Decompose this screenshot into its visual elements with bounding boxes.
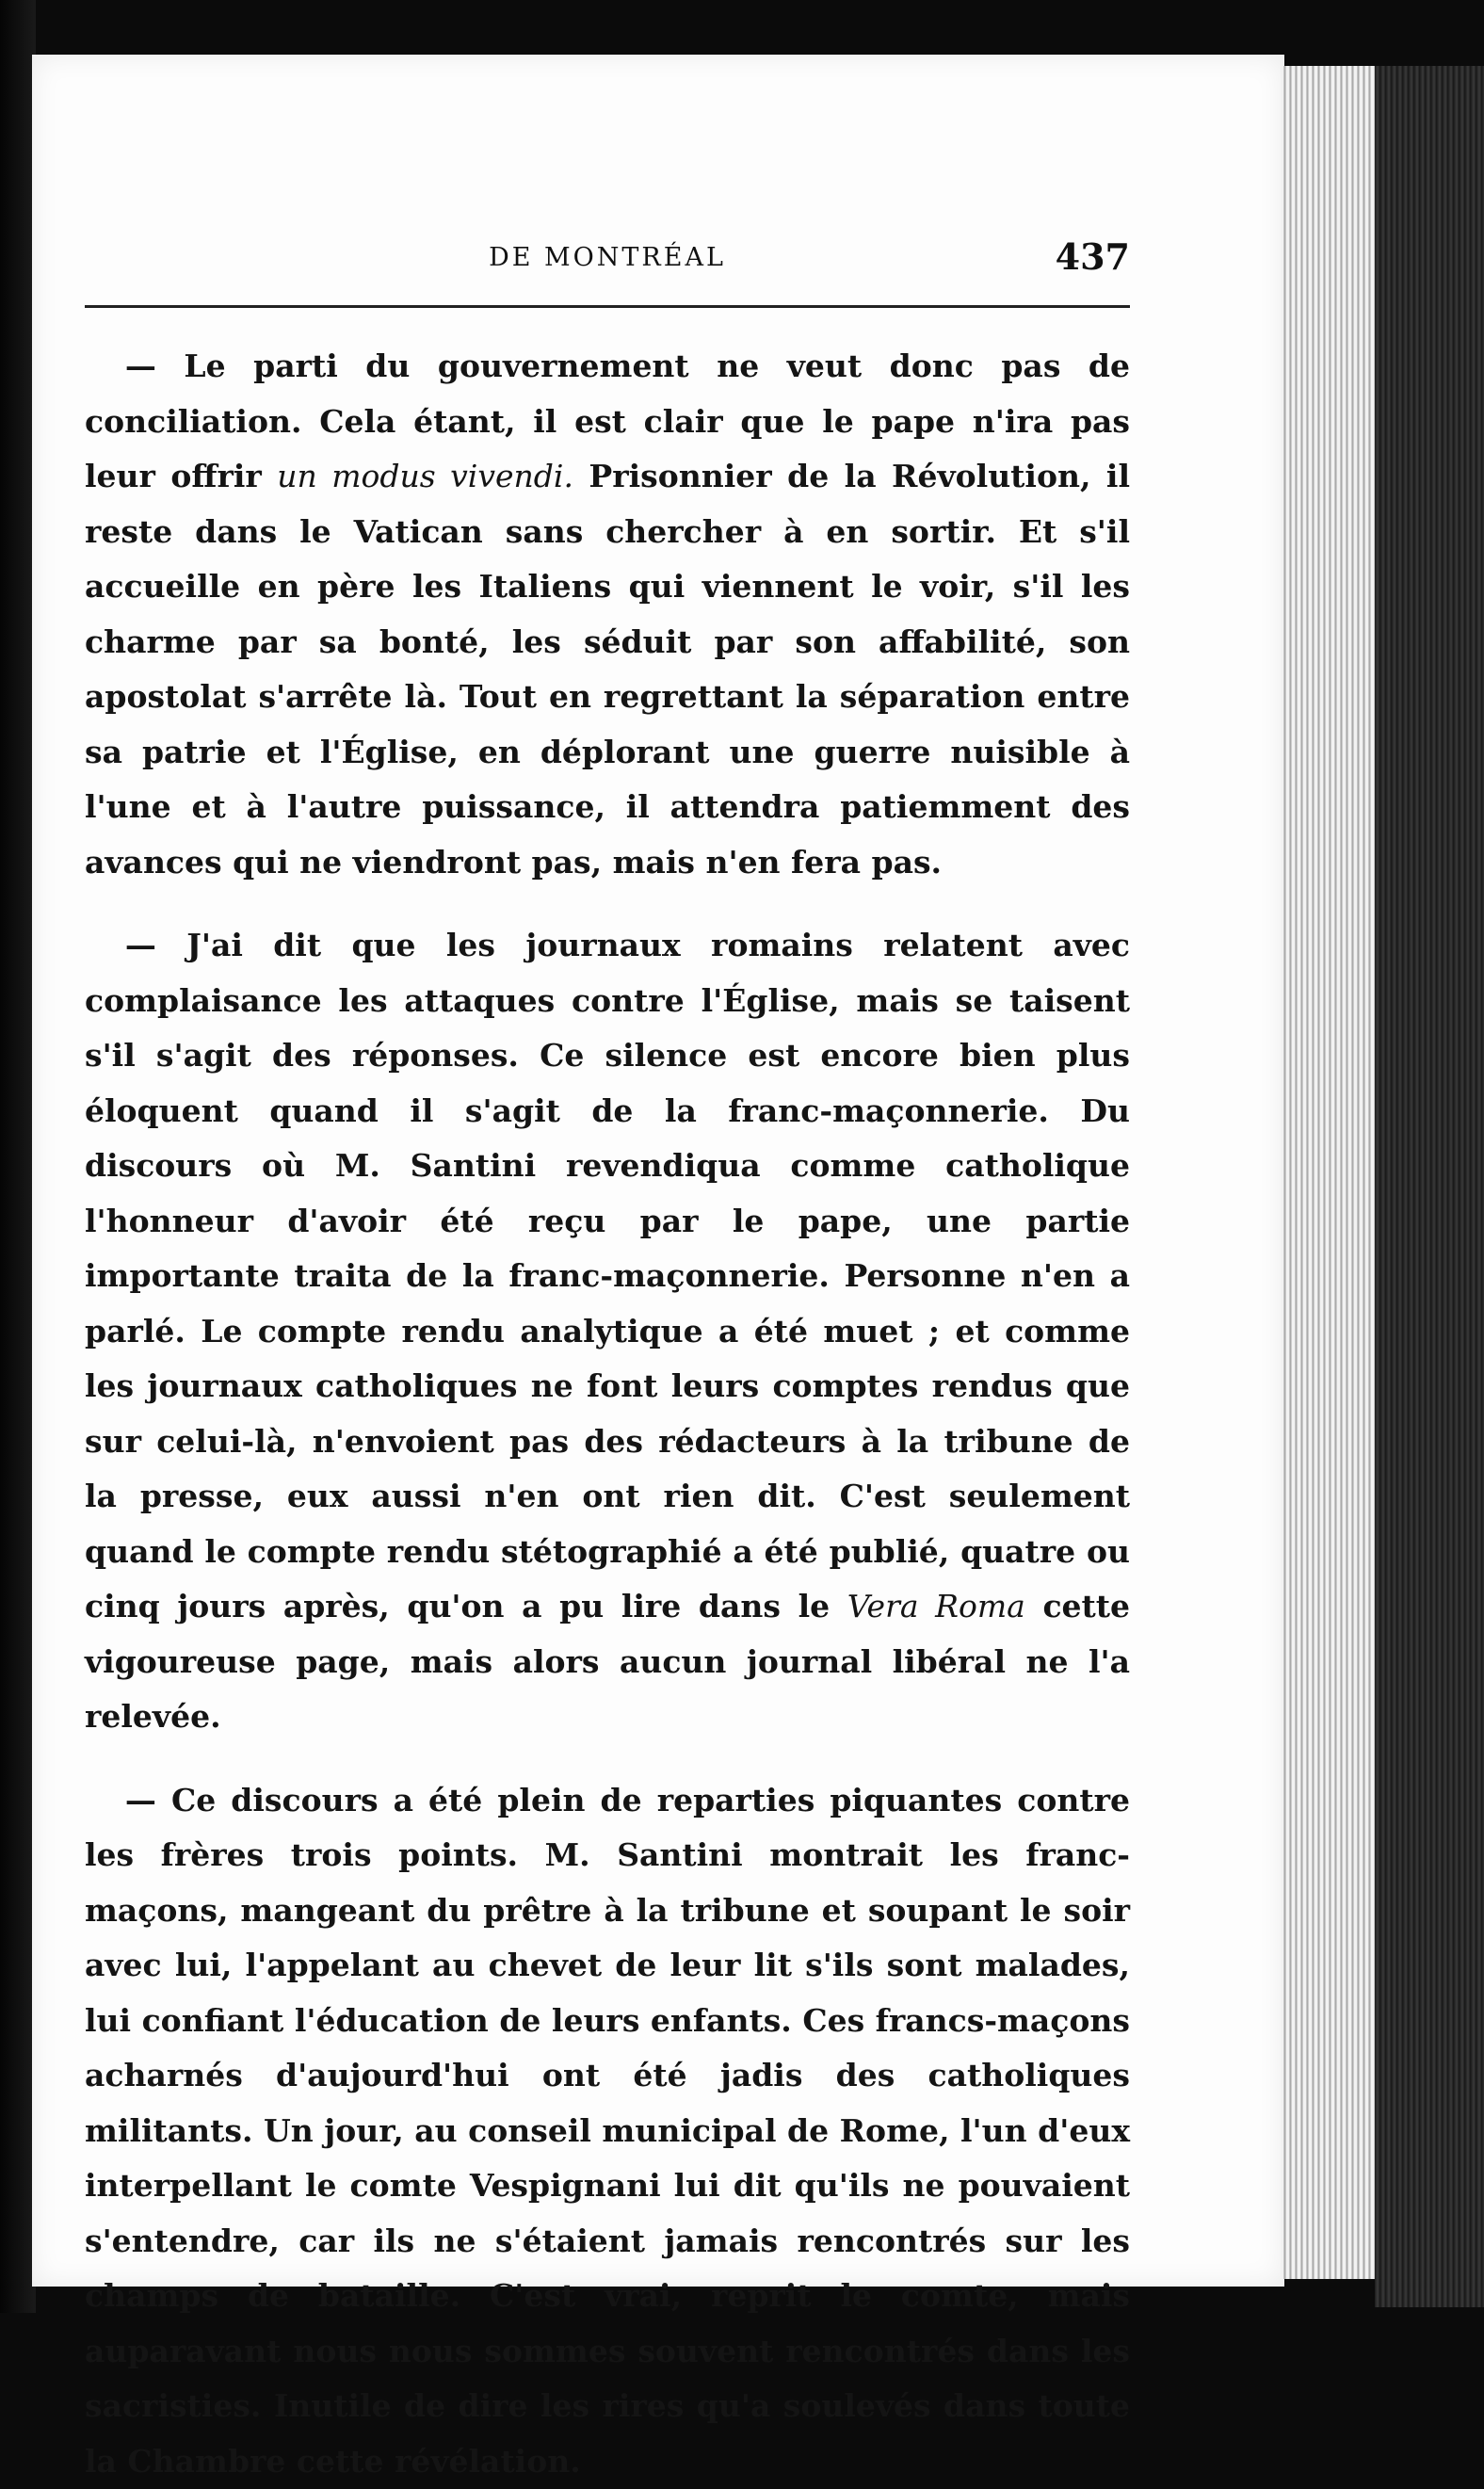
header-rule	[85, 305, 1130, 308]
text-run: — Ce discours a été plein de reparties piquantes contre les frères trois points. M. Santini montrait les franc-maçons, mangeant du prêtre à la tribune et soupant le soir avec lui, l'appelant au chevet de leur lit s'ils sont malades, lui confiant l'éducation de leurs enfants. Ces francs-maçons acharnés d'aujourd'hui ont été jadis des catholiques militants. Un jour, au conseil municipal de Rome, l'un d'eux interpellant le comte Vespignani lui dit qu'ils ne pouvaient s'entendre, car ils ne s'étaient jamais rencontrés sur les champs de bataille. C'est vrai, reprit le comte, mais auparavant nous nous sommes souvent rencontrés dans les sacristies. Inutile de dire les rires qu'a soulevés dans toute la Chambre cette révélation.	[85, 1782, 1130, 2480]
book-cover	[1375, 66, 1484, 2307]
page-header	[85, 235, 1130, 279]
paragraph	[85, 918, 1130, 1745]
page-number: 437	[1056, 235, 1130, 278]
text-run: cette vigoureuse page, mais alors aucun journal libéral ne l'a relevée.	[85, 1588, 1130, 1735]
italic-text: un modus vivendi.	[277, 458, 573, 494]
text-run: Prisonnier de la Révolution, il reste dans le Vatican sans chercher à en sortir. Et s'il accueille en père les Italiens qui viennent le voir, s'il les charme par sa bonté, les séduit par son affabilité, son apostolat s'arrête là. Tout en regrettant la séparation entre sa patrie et l'Église, en déplorant une guerre nuisible à l'une et à l'autre puissance, il attendra patiemment des avances qui ne viendront pas, mais n'en fera pas.	[85, 458, 1130, 881]
text-run: — J'ai dit que les journaux romains relatent avec complaisance les attaques contre l'Église, mais se taisent s'il s'agit des réponses. Ce silence est encore bien plus éloquent quand il s'agit de la franc-maçonnerie. Du discours où M. Santini revendiqua comme catholique l'honneur d'avoir été reçu par le pape, une partie importante traita de la franc-maçonnerie. Personne n'en a parlé. Le compte rendu analytique a été muet ; et comme les journaux catholiques ne font leurs comptes rendus que sur celui-là, n'envoient pas des rédacteurs à la tribune de la presse, eux aussi n'en ont rien dit. C'est seulement quand le compte rendu stétographié a été publié, quatre ou cinq jours après, qu'on a pu lire dans le	[85, 927, 1130, 1624]
scan-left-shadow	[0, 0, 36, 2313]
italic-text: Vera Roma	[847, 1588, 1025, 1624]
page-edges	[1281, 66, 1384, 2279]
body-text	[85, 339, 1130, 2489]
paragraph	[85, 339, 1130, 890]
text-run: — Le parti du gouvernement ne veut donc pas de conciliation. Cela étant, il est clair que le pape n'ira pas leur offrir	[85, 347, 1130, 494]
running-head: DE MONTRÉAL	[85, 243, 1130, 272]
paragraph	[85, 1773, 1130, 2489]
